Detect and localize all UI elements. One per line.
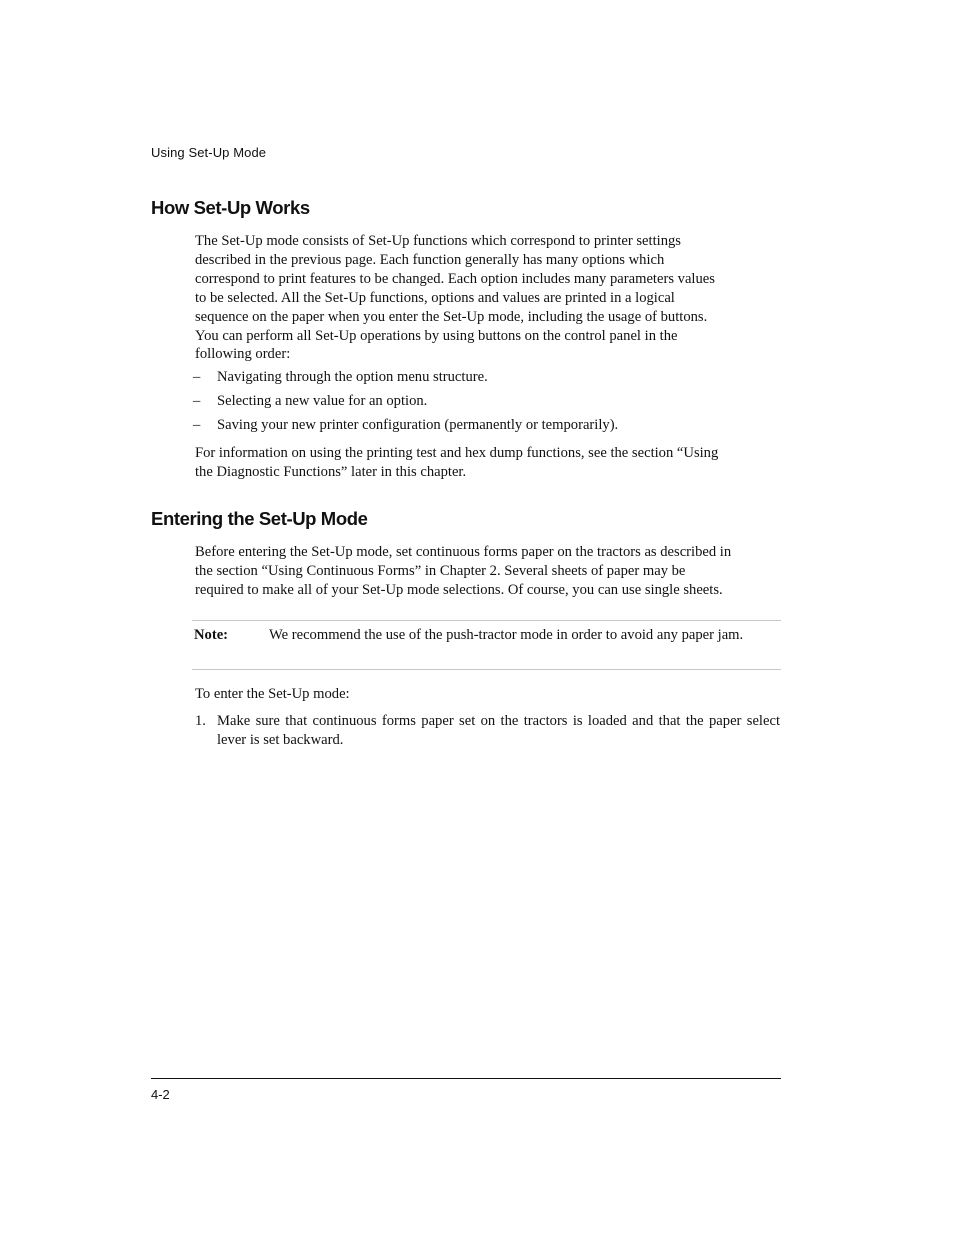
dash-bullet: – — [193, 369, 201, 385]
page-number: 4-2 — [151, 1087, 170, 1102]
paragraph-line: For information on using the printing test and hex dump functions, see the section “Using — [195, 445, 719, 461]
paragraph-line: the Diagnostic Functions” later in this chapter. — [195, 463, 467, 480]
note-label: Note: — [194, 627, 229, 643]
setup-operations-list — [193, 368, 783, 440]
step-text: Make sure that continuous forms paper set on the tractors is loaded and that the paper select lever is set backward. — [217, 713, 780, 748]
list-item-text: Saving your new printer configuration (permanently or temporarily). — [217, 417, 619, 433]
paragraph-line: required to make all of your Set-Up mode selections. Of course, you can use single sheets. — [195, 581, 723, 598]
footer-rule — [151, 1078, 781, 1079]
running-header: Using Set-Up Mode — [151, 145, 267, 160]
list-item — [195, 712, 780, 750]
diagnostic-reference-paragraph — [195, 444, 780, 482]
section-heading-how-setup-works: How Set-Up Works — [151, 197, 310, 218]
list-item — [193, 368, 783, 392]
setup-steps-list — [195, 712, 780, 750]
paragraph-line: Before entering the Set-Up mode, set continuous forms paper on the tractors as described in — [195, 544, 732, 560]
steps-intro: To enter the Set-Up mode: — [195, 686, 350, 702]
paragraph-line: You can perform all Set-Up operations by using buttons on the control panel in the — [195, 327, 678, 344]
note-text: We recommend the use of the push-tractor mode in order to avoid any paper jam. — [269, 627, 744, 643]
dash-bullet: – — [193, 393, 201, 409]
paragraph-line: The Set-Up mode consists of Set-Up functions which correspond to printer settings — [195, 233, 681, 249]
paragraph-line: the section “Using Continuous Forms” in Chapter 2. Several sheets of paper may be — [195, 562, 686, 579]
how-setup-works-paragraph — [195, 232, 780, 364]
entering-setup-paragraph — [195, 543, 780, 600]
list-item-text: Navigating through the option menu structure. — [217, 369, 488, 385]
step-number: 1. — [195, 713, 206, 729]
list-item-text: Selecting a new value for an option. — [217, 393, 428, 409]
dash-bullet: – — [193, 417, 201, 433]
section-heading-entering-setup-mode: Entering the Set-Up Mode — [151, 508, 368, 529]
list-item — [193, 416, 783, 440]
paragraph-line: described in the previous page. Each function generally has many options which — [195, 251, 665, 268]
note-box — [192, 620, 781, 670]
paragraph-line: sequence on the paper when you enter the Set-Up mode, including the usage of buttons. — [195, 308, 708, 325]
paragraph-line: correspond to print features to be changed. Each option includes many parameters values — [195, 270, 715, 287]
list-item — [193, 392, 783, 416]
paragraph-line: following order: — [195, 346, 291, 363]
paragraph-line: to be selected. All the Set-Up functions, options and values are printed in a logical — [195, 289, 675, 306]
